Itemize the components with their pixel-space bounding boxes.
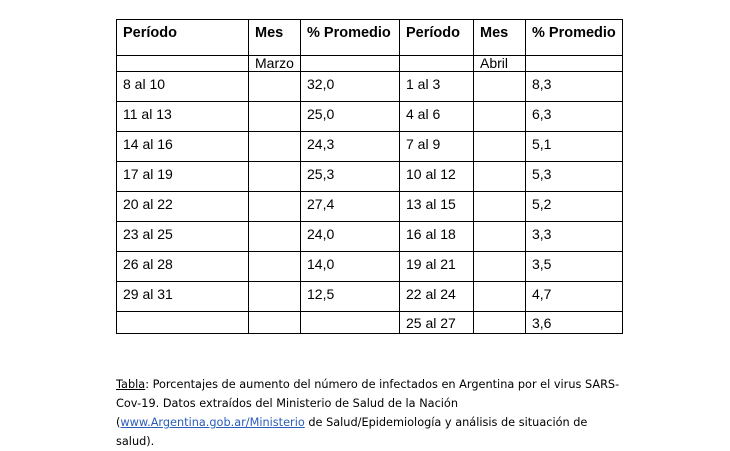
ministry-link[interactable]: www.Argentina.gob.ar/Ministerio [120, 416, 305, 429]
table-cell [474, 312, 526, 334]
table-cell: 25 al 27 [400, 312, 474, 334]
header-cell: Mes [474, 20, 526, 56]
table-cell [249, 222, 301, 252]
table-cell [474, 282, 526, 312]
infection-percentage-table [116, 19, 623, 334]
header-cell: Período [117, 20, 249, 56]
table-cell: 26 al 28 [117, 252, 249, 282]
table-cell: 24,3 [301, 132, 400, 162]
caption-label: Tabla [116, 378, 146, 391]
table-cell: 25,3 [301, 162, 400, 192]
table-row [117, 192, 623, 222]
table-cell: 7 al 9 [400, 132, 474, 162]
table-cell: 14 al 16 [117, 132, 249, 162]
table-cell: 14,0 [301, 252, 400, 282]
table-cell [474, 132, 526, 162]
table-caption [116, 375, 626, 451]
month-cell-march: Marzo [249, 56, 301, 72]
table-cell: 20 al 22 [117, 192, 249, 222]
table-row [117, 162, 623, 192]
table-cell: 8 al 10 [117, 72, 249, 102]
table-cell [249, 312, 301, 334]
table-cell [249, 282, 301, 312]
table-cell: 5,1 [526, 132, 623, 162]
table-cell: 11 al 13 [117, 102, 249, 132]
header-cell: % Promedio [526, 20, 623, 56]
caption-text-end: de Salud/Epidemiología y análisis de situación de salud). [116, 416, 588, 448]
table-cell [249, 252, 301, 282]
table-cell [474, 72, 526, 102]
table-cell: 17 al 19 [117, 162, 249, 192]
table-cell: 24,0 [301, 222, 400, 252]
header-cell: Mes [249, 20, 301, 56]
table-cell: 23 al 25 [117, 222, 249, 252]
table-cell [249, 162, 301, 192]
table-row [117, 222, 623, 252]
table-row [117, 282, 623, 312]
table-cell [301, 56, 400, 72]
header-cell: % Promedio [301, 20, 400, 56]
table-cell: 6,3 [526, 102, 623, 132]
table-cell [117, 56, 249, 72]
table-body [117, 72, 623, 334]
table-cell: 3,6 [526, 312, 623, 334]
table-cell: 29 al 31 [117, 282, 249, 312]
header-cell: Período [400, 20, 474, 56]
table-row [117, 312, 623, 334]
table-cell: 32,0 [301, 72, 400, 102]
table-cell: 1 al 3 [400, 72, 474, 102]
table-cell [117, 312, 249, 334]
table-cell: 13 al 15 [400, 192, 474, 222]
table-cell: 5,2 [526, 192, 623, 222]
table-cell [474, 192, 526, 222]
table-cell [249, 192, 301, 222]
table-cell: 4,7 [526, 282, 623, 312]
table-cell: 10 al 12 [400, 162, 474, 192]
table-cell [474, 222, 526, 252]
table-row [117, 132, 623, 162]
table-cell [474, 102, 526, 132]
table-cell [249, 102, 301, 132]
table-cell: 4 al 6 [400, 102, 474, 132]
table-row [117, 252, 623, 282]
table-row [117, 102, 623, 132]
table-cell [249, 72, 301, 102]
table-cell [301, 312, 400, 334]
month-row [117, 56, 623, 72]
table-row [117, 72, 623, 102]
table-cell: 8,3 [526, 72, 623, 102]
caption-text: : Porcentajes de aumento del número de infectados en Argentina por el virus SARS-Cov-19. Datos extraídos del Ministerio de Salud de la Nación ( [116, 378, 620, 429]
table-header-row [117, 20, 623, 56]
table-cell: 22 al 24 [400, 282, 474, 312]
table-cell [474, 162, 526, 192]
table-cell [400, 56, 474, 72]
table-cell [474, 252, 526, 282]
table-cell [526, 56, 623, 72]
table-cell [249, 132, 301, 162]
table-cell: 19 al 21 [400, 252, 474, 282]
table-cell: 27,4 [301, 192, 400, 222]
table-cell: 16 al 18 [400, 222, 474, 252]
table-cell: 5,3 [526, 162, 623, 192]
table-cell: 3,5 [526, 252, 623, 282]
table-cell: 3,3 [526, 222, 623, 252]
table-cell: 12,5 [301, 282, 400, 312]
month-cell-april: Abril [474, 56, 526, 72]
table-cell: 25,0 [301, 102, 400, 132]
